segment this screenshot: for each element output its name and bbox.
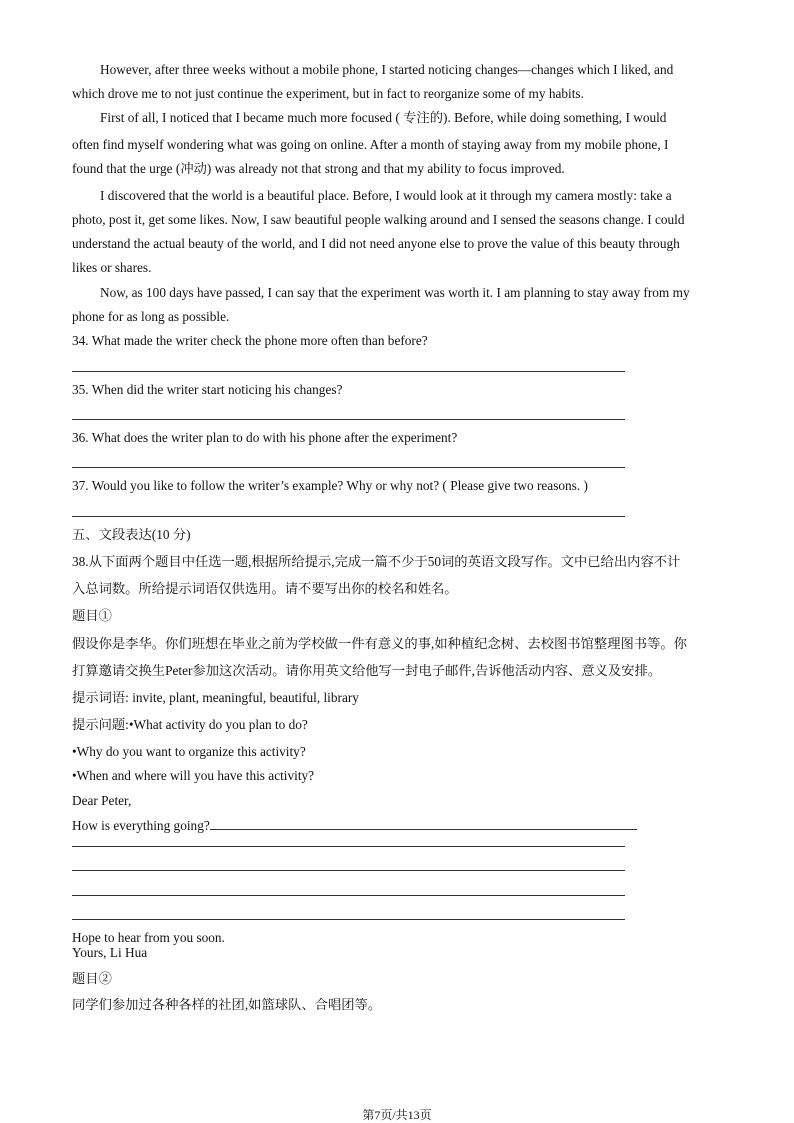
section-title: 五、文段表达(10 分) [72,527,191,542]
question-37: 37. Would you like to follow the writer’s example? Why or why not? ( Please give two reasons. ) [72,478,588,493]
question-36: 36. What does the writer plan to do with his phone after the experiment? [72,430,458,445]
writing-line-4[interactable] [72,919,625,920]
question-35: 35. When did the writer start noticing his changes? [72,382,343,397]
topic1-desc-line1: 假设你是李华。你们班想在毕业之前为学校做一件有意义的事,如种植纪念树、去校图书馆整理图书等。你 [72,636,687,651]
letter-greeting: Dear Peter, [72,793,132,808]
passage-p1-line2: which drove me to not just continue the experiment, but in fact to reorganize some of my habits. [72,86,584,101]
letter-opening-row [72,817,637,834]
passage-p3-line4: likes or shares. [72,260,152,275]
passage-p3-line1: I discovered that the world is a beautiful place. Before, I would look at it through my camera mostly: take a [100,188,672,203]
instructions-line2: 入总词数。所给提示词语仅供选用。请不要写出你的校名和姓名。 [72,581,458,596]
answer-line-34[interactable] [72,371,625,372]
letter-opening: How is everything going? [72,818,210,833]
hint-question-3: •When and where will you have this activity? [72,768,315,783]
passage-p4-line1: Now, as 100 days have passed, I can say that the experiment was worth it. I am planning to stay away from my [100,285,690,300]
writing-line-1[interactable] [72,846,625,847]
answer-line-37[interactable] [72,516,625,517]
answer-line-36[interactable] [72,467,625,468]
hint-words: 提示词语: invite, plant, meaningful, beautiful, library [72,690,359,705]
passage-p4-line2: phone for as long as possible. [72,309,230,324]
writing-line-3[interactable] [72,895,625,896]
passage-p2-line2: often find myself wondering what was going on online. After a month of staying away from my mobile phone, I [72,137,669,152]
answer-line-35[interactable] [72,419,625,420]
passage-p2-line3: found that the urge (冲动) was already not that strong and that my ability to focus improved. [72,161,565,176]
letter-closing-1: Hope to hear from you soon. [72,930,225,945]
page-footer: 第7页/共13页 [362,1108,432,1122]
instructions-line1: 38.从下面两个题目中任选一题,根据所给提示,完成一篇不少于50词的英语文段写作。文中已给出内容不计 [72,554,681,569]
passage-p3-line3: understand the actual beauty of the world, and I did not need anyone else to prove the value of this beauty through [72,236,680,251]
writing-line-2[interactable] [72,870,625,871]
passage-p2-line1: First of all, I noticed that I became much more focused ( 专注的). Before, while doing something, I would [100,110,667,125]
passage-p3-line2: photo, post it, get some likes. Now, I saw beautiful people walking around and I sensed the seasons change. I could [72,212,685,227]
hint-question-2: •Why do you want to organize this activity? [72,744,306,759]
passage-p1-line1: However, after three weeks without a mobile phone, I started noticing changes—changes which I liked, and [100,62,674,77]
topic2-desc: 同学们参加过各种各样的社团,如篮球队、合唱团等。 [72,997,382,1012]
question-34: 34. What made the writer check the phone more often than before? [72,333,428,348]
letter-closing-2: Yours, Li Hua [72,945,148,960]
topic1-desc-line2: 打算邀请交换生Peter参加这次活动。请你用英文给他写一封电子邮件,告诉他活动内容、意义及安排。 [72,663,662,678]
topic1-title: 题目① [72,608,112,623]
topic2-title: 题目② [72,971,112,986]
hint-question-1: 提示问题:•What activity do you plan to do? [72,717,308,732]
writing-blank-inline[interactable] [210,817,637,830]
